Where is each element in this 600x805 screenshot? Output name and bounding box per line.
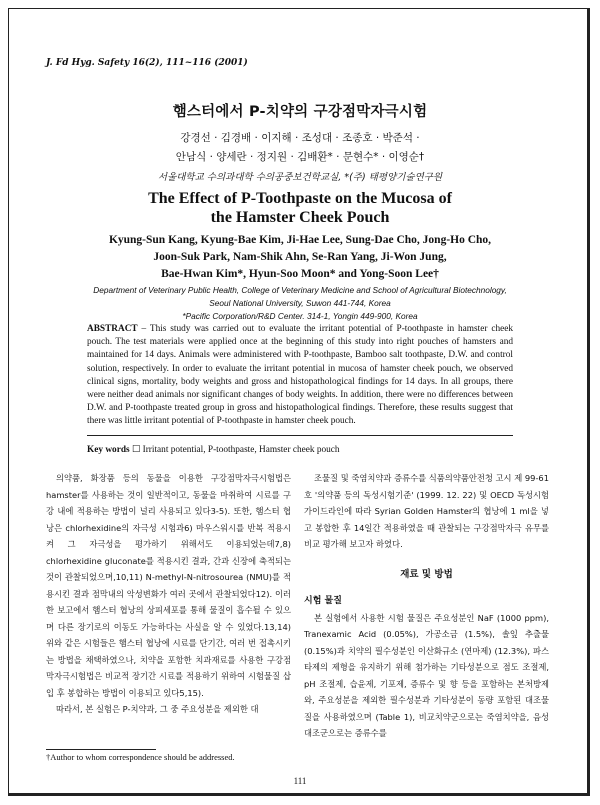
abstract: [87, 323, 513, 429]
english-authors-line-3: Bae-Hwan Kim*, Hyun-Soo Moon* and Yong-Soon Lee†: [161, 268, 439, 280]
korean-affiliation: 서울대학교 수의과대학 수의공중보건학교실, *(주) 태평양기술연구원: [157, 172, 443, 183]
english-authors-line-1: Kyung-Sun Kang, Kyung-Bae Kim, Ji-Hae Lee, Sung-Dae Cho, Jong-Ho Cho,: [108, 234, 492, 246]
right-column: [304, 470, 549, 742]
english-title-line-1: The Effect of P-Toothpaste on the Mucosa of: [148, 190, 452, 207]
keywords-text: ☐ Irritant potential, P-toothpaste, Hamster cheek pouch: [131, 445, 340, 455]
english-authors-line-2: Joon-Suk Park, Nam-Shik Ahn, Se-Ran Yang, Ji-Won Jung,: [153, 251, 447, 263]
english-title-line-2: the Hamster Cheek Pouch: [210, 209, 390, 226]
footnote-divider: [46, 749, 156, 750]
english-title: [0, 189, 600, 227]
subheading-test-materials: 시험 물질: [304, 596, 342, 606]
abstract-label: ABSTRACT: [87, 324, 138, 334]
left-paragraph-1: 의약품, 화장품 등의 동물을 이용한 구강점막자극시험법은 hamster를 사용하는 것이 일반적이고, 동물을 마취하여 시료를 구강 내에 적용하는 방법이 널리 사용되고 있다3-5). 또한, 햄스터 협낭은 chlorhexidine의 자극성 시험과6) 마우스워시를 반복 적용시켜 그 자극성을 평가하기 위해서도 이용되었는데7,8) chlorhexidine gluconate를 적용시킨 결과, 간과 신장에 축적되는 것이 관찰되었으며,10,11) N-methyl-N-nitrosourea (NMU)를 적용시킨 결과 점막내의 악성변화가 여러 곳에서 관찰되었다12). 이러한 보고에서 햄스터 협낭의 상피세포를 통해 물질이 흡수될 수 있으며 다른 장기로의 이동도 가능하다는 사실을 알 수 있었다.13,14) 위와 같은 시험들은 햄스터 협낭에 시료를 단기간, 여러 번 접촉시키는 방법을 채택하였으나, 치약을 포함한 치과재료를 사용한 구강점막자극시험법은 비교적 장기간 시료를 적용하기 위하여 시험물질 삽입 후 봉합하는 방법이 이용되고 있다5,15).: [46, 473, 291, 698]
keywords-label: Key words: [87, 445, 130, 455]
left-column: [46, 470, 291, 718]
right-paragraph-1: 조물질 및 죽염치약과 증류수를 식품의약품안전청 고시 제 99-61호 '의약품 등의 독성시험기준' (1999. 12. 22) 및 OECD 독성시험 가이드라인에 따라 Syrian Golden Hamster의 협낭에 1 ml을 넣고 봉합한 후 14일간 적용하였을 때 관찰되는 구강점막자극 유무를 비교 평가해 보고자 하였다.: [304, 473, 549, 549]
english-affiliation: [0, 284, 600, 323]
english-affiliation-line-2: Seoul National University, Suwon 441-744, Korea: [209, 298, 391, 308]
right-paragraph-2: 본 실험에서 사용한 시험 물질은 주요성분인 NaF (1000 ppm), Tranexamic Acid (0.05%), 가공소금 (1.5%), 솔잎 추출물 (0.15%)과 치약의 필수성분인 이산화규소 (연마제) (12.3%), 파스타제의 제형을 유지하기 위해 첨가하는 기타성분으로 점도 조절제, pH 조절제, 습윤제, 기포제, 증류수 및 향 등을 포함하는 본처방제와, 주요성분을 제외한 필수성분과 기타성분이 동량 포함된 대조물질을 사용하였으며 (Table 1), 비교치약군으로는 죽염치약을, 음성대조군으로는 증류수를: [304, 612, 549, 738]
korean-authors-line-1: 강경선 · 김경배 · 이지해 · 조성대 · 조종호 · 박준석 ·: [180, 132, 420, 144]
journal-citation: J. Fd Hyg. Safety 16(2), 111~116 (2001): [46, 58, 248, 68]
english-affiliation-line-3: *Pacific Corporation/R&D Center. 314-1, Yongin 449-900, Korea: [182, 311, 418, 321]
english-authors: [0, 232, 600, 283]
english-affiliation-line-1: Department of Veterinary Public Health, College of Veterinary Medicine and School of Agricultural Biotechnology,: [93, 285, 507, 295]
korean-title: 햄스터에서 P-치약의 구강점막자극시험: [172, 104, 428, 120]
korean-authors-line-2: 안남식 · 양세란 · 정지원 · 김배환* · 문현수* · 이영순†: [175, 151, 425, 163]
footnote: †Author to whom correspondence should be addressed.: [46, 752, 235, 762]
left-paragraph-2: 따라서, 본 실험은 P-치약과, 그 중 주요성분을 제외한 대: [56, 704, 259, 714]
section-heading-materials-methods: 재료 및 방법: [400, 568, 453, 580]
korean-authors: [0, 129, 600, 167]
keywords: [87, 444, 513, 455]
keywords-divider: [87, 435, 513, 436]
page-number: 111: [293, 776, 307, 786]
abstract-text: – This study was carried out to evaluate the irritant potential of P-toothpaste in hamster cheek pouch. The test materials were applied once at the beginning of this study into right pouches of hamsters and maintained for 14 days. Animals were administered with P-toothpaste, Bamboo salt toothpaste, D.W. and control solution, respectively. In order to evaluate the irritant potential in mucosa of hamster cheek pouch, we observed clinical signs, mortality, body weights and gross and histopathological findings for 14 days. In all groups, there were neither dead animals nor significant changes of body weights. In addition, there were no differences between D.W. and P-toothpaste treated group in gross and histopathological findings. Therefore, these results suggest that there was little irritant potential of P-toothpaste in hamster cheek pouch.: [87, 324, 513, 427]
